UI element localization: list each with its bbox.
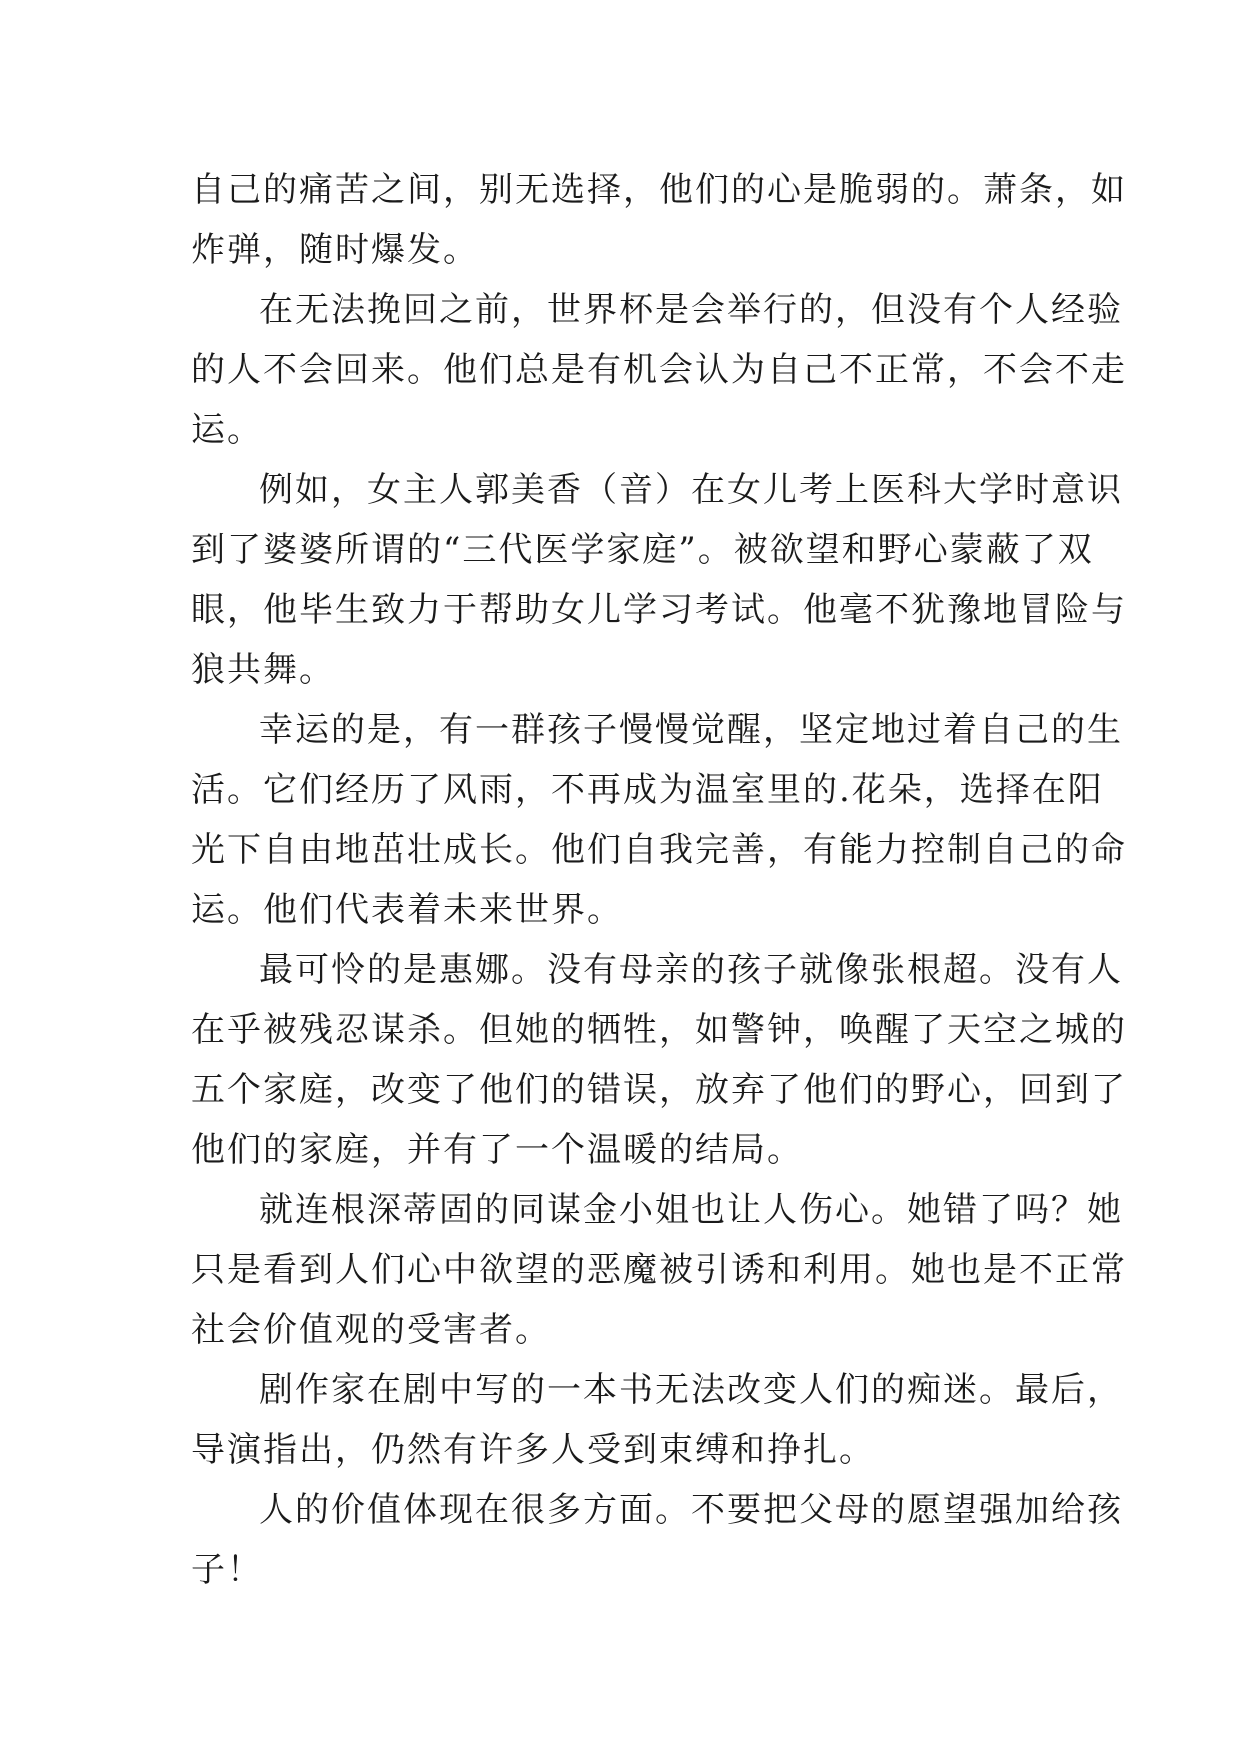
paragraph-first-line: 幸运的是，有一群孩子慢慢觉醒，坚定地过着自己的生 (259, 710, 1123, 750)
paragraph-first-line: 剧作家在剧中写的一本书无法改变人们的痴迷。最后， (259, 1370, 1123, 1410)
paragraph-first-line: 在无法挽回之前，世界杯是会举行的，但没有个人经验 (259, 290, 1123, 330)
paragraph-first-line: 例如，女主人郭美香（音）在女儿考上医科大学时意识 (259, 470, 1123, 510)
paragraph-first-line: 最可怜的是惠娜。没有母亲的孩子就像张根超。没有人 (259, 950, 1123, 990)
text-line: 自己的痛苦之间，别无选择，他们的心是脆弱的。萧条，如 (191, 170, 1127, 210)
text-line: 光下自由地茁壮成长。他们自我完善，有能力控制自己的命 (191, 830, 1127, 870)
text-line: 炸弹，随时爆发。 (191, 230, 479, 270)
text-line: 只是看到人们心中欲望的恶魔被引诱和利用。她也是不正常 (191, 1250, 1127, 1290)
text-line: 他们的家庭，并有了一个温暖的结局。 (191, 1130, 803, 1170)
text-line: 的人不会回来。他们总是有机会认为自己不正常，不会不走 (191, 350, 1127, 390)
text-line: 社会价值观的受害者。 (191, 1310, 551, 1350)
text-line: 活。它们经历了风雨，不再成为温室里的.花朵，选择在阳 (191, 770, 1104, 810)
text-line: 五个家庭，改变了他们的错误，放弃了他们的野心，回到了 (191, 1070, 1127, 1110)
body-text (191, 160, 1127, 1600)
text-line: 运。 (191, 410, 263, 450)
text-line: 狼共舞。 (191, 650, 335, 690)
paragraph-first-line: 就连根深蒂固的同谋金小姐也让人伤心。她错了吗？她 (259, 1190, 1123, 1230)
text-line: 在乎被残忍谋杀。但她的牺牲，如警钟，唤醒了天空之城的 (191, 1010, 1127, 1050)
paragraph-first-line: 人的价值体现在很多方面。不要把父母的愿望强加给孩 (259, 1490, 1123, 1530)
text-line: 眼，他毕生致力于帮助女儿学习考试。他毫不犹豫地冒险与 (191, 590, 1127, 630)
text-line: 子！ (191, 1550, 263, 1590)
text-line: 导演指出，仍然有许多人受到束缚和挣扎。 (191, 1430, 875, 1470)
text-line: 到了婆婆所谓的“三代医学家庭”。被欲望和野心蒙蔽了双 (191, 530, 1094, 570)
text-line: 运。他们代表着未来世界。 (191, 890, 623, 930)
